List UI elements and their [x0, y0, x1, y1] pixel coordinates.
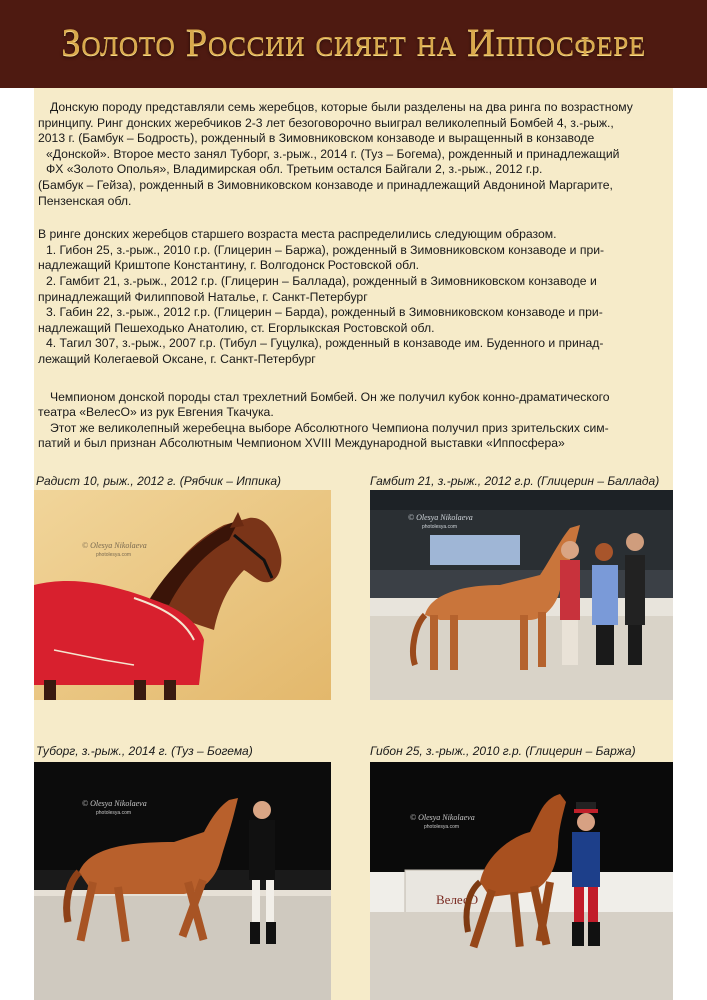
- page-title: Золото России сияет на Иппосфере: [61, 21, 646, 64]
- placing-line: надлежащий Пешеходько Анатолию, ст. Егорлыкская Ростовской обл.: [38, 320, 435, 335]
- photo-tuborg: [34, 762, 331, 1000]
- placing-line: 4. Тагил 307, з.-рыж., 2007 г.р. (Тибул – Гуцулка), рожденный в конзаводе им. Буденного и принад-: [46, 336, 604, 351]
- placing-line: 3. Габин 22, з.-рыж., 2012 г.р. (Глицерин – Барда), рожденный в Зимовниковском конзаводе и при-: [46, 305, 603, 320]
- champion-line: театра «ВелесО» из рук Евгения Ткачука.: [38, 405, 274, 420]
- article-body: [38, 100, 670, 452]
- placing-line: надлежащий Криштопе Константину, г. Волгодонск Ростовской обл.: [38, 258, 420, 273]
- page-header: [0, 0, 707, 88]
- photo-gambit: [370, 490, 673, 700]
- photo-watermark-sub: photolesya.com: [424, 824, 460, 830]
- photo-watermark: © Olesya Nikolaeva: [82, 541, 147, 550]
- photo-watermark-sub: photolesya.com: [96, 810, 132, 816]
- photo-gibon: [370, 762, 673, 1000]
- photo-watermark: © Olesya Nikolaeva: [82, 799, 147, 808]
- paragraph-line: (Бамбук – Гейза), рожденный в Зимовниковском конзаводе и принадлежащий Авдониной Маргарите,: [38, 177, 613, 192]
- champion-line: Этот же великолепный жеребецна выборе Абсолютного Чемпиона получил приз зрительских сим-: [50, 420, 609, 435]
- horse-trotting-image: [34, 762, 331, 1000]
- paragraph-line: Донскую породу представляли семь жеребцов, которые были разделены на два ринга по возрастному: [50, 100, 633, 114]
- photo-caption-radist: Радист 10, рыж., 2012 г. (Рябчик – Иппика): [36, 474, 282, 488]
- placing-line: 2. Гамбит 21, з.-рыж., 2012 г.р. (Глицерин – Баллада), рожденный в Зимовниковском конзаводе и: [46, 273, 597, 288]
- horse-in-red-blanket-image: [34, 490, 331, 700]
- photo-watermark-sub: photolesya.com: [422, 524, 458, 530]
- paragraph-line: «Донской». Второе место занял Туборг, з.-рыж., 2014 г. (Туз – Богема), рожденный и принадлежащий: [46, 146, 620, 161]
- champion-line: Чемпионом донской породы стал трехлетний Бомбей. Он же получил кубок конно-драматического: [50, 389, 610, 404]
- paragraph-line: принципу. Ринг донских жеребчиков 2-3 лет безоговорочно выиграл великолепный Бомбей 4, з.-рыж.,: [38, 115, 614, 130]
- photo-caption-gibon: Гибон 25, з.-рыж., 2010 г.р. (Глицерин – Баржа): [370, 744, 636, 758]
- placing-line: 1. Гибон 25, з.-рыж., 2010 г.р. (Глицерин – Баржа), рожденный в Зимовниковском конзаводе и при-: [46, 242, 605, 257]
- paragraph-line: Пензенская обл.: [38, 193, 132, 208]
- placing-line: принадлежащий Филипповой Наталье, г. Санкт-Петербург: [38, 289, 368, 304]
- photo-watermark: © Olesya Nikolaeva: [410, 813, 475, 822]
- champion-line: патий и был признан Абсолютным Чемпионом XVIII Международной выставки «Иппосфера»: [38, 436, 565, 451]
- content-area: [34, 88, 673, 1000]
- ring-intro: В ринге донских жеребцов старшего возраста места распределились следующим образом.: [38, 227, 557, 242]
- paragraph-line: 2013 г. (Бамбук – Бодрость), рожденный в Зимовниковском конзаводе и выращенный в конзаводе: [38, 131, 595, 146]
- horse-in-arena-image: [370, 490, 673, 700]
- placing-line: лежащий Колегаевой Оксане, г. Санкт-Петербург: [38, 351, 316, 366]
- photo-caption-gambit: Гамбит 21, з.-рыж., 2012 г.р. (Глицерин – Баллада): [370, 474, 660, 488]
- photo-radist: [34, 490, 331, 700]
- paragraph-line: ФХ «Золото Ополья», Владимирская обл. Третьим остался Байгали 2, з.-рыж., 2012 г.р.: [46, 162, 543, 177]
- banner-text: ВелесО: [436, 892, 479, 907]
- photo-watermark: © Olesya Nikolaeva: [408, 513, 473, 522]
- photo-watermark-sub: photolesya.com: [96, 552, 132, 558]
- horse-with-cossack-image: [370, 762, 673, 1000]
- photo-caption-tuborg: Туборг, з.-рыж., 2014 г. (Туз – Богема): [36, 744, 253, 758]
